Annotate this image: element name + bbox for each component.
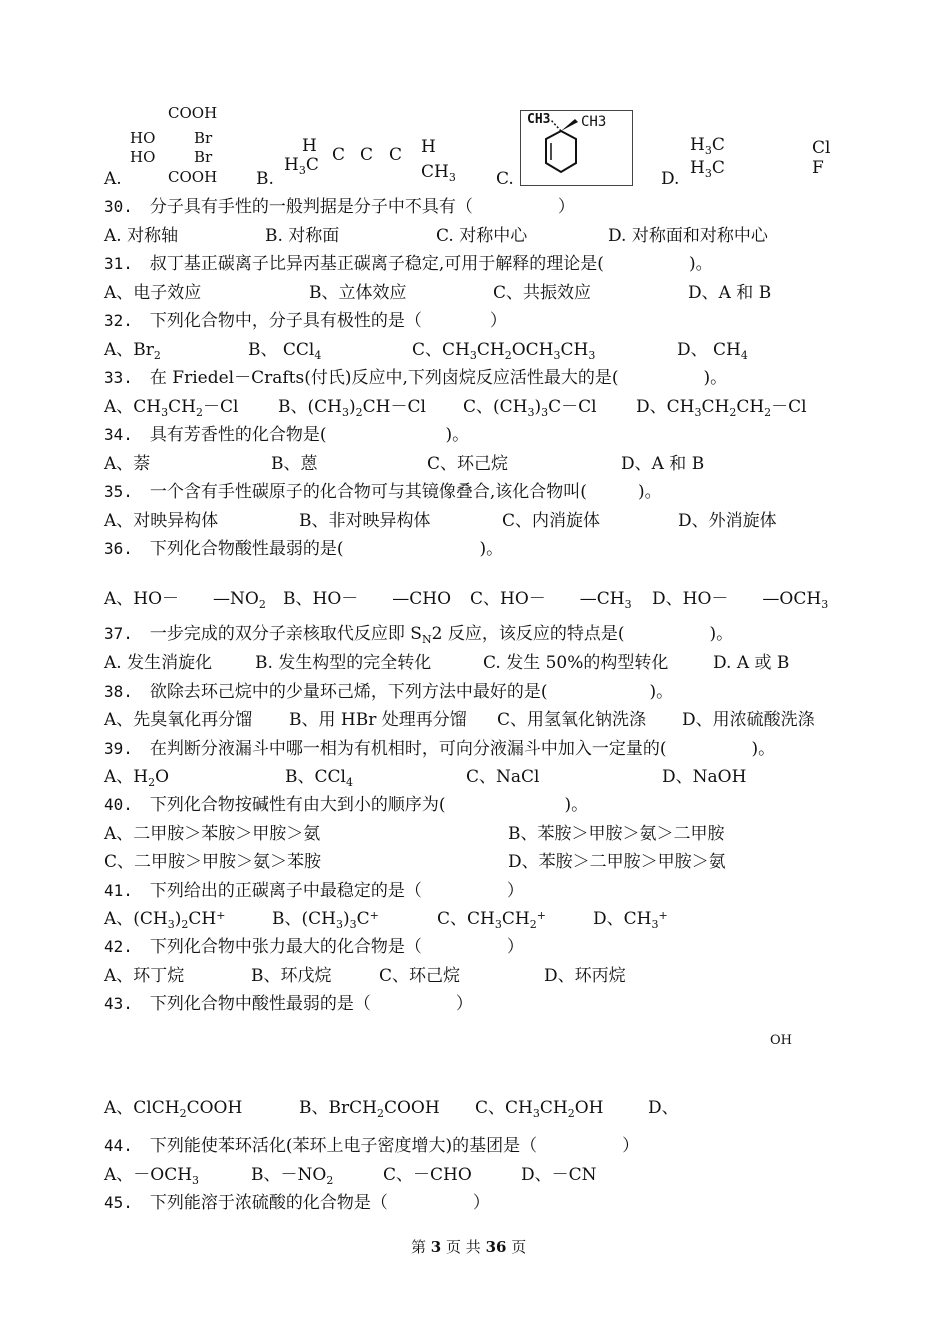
option-43b: B、BrCH$_2$COOH	[299, 1098, 440, 1120]
option-38c: C、用氢氧化钠洗涤	[497, 710, 647, 730]
struct-b-h3c: $H_3C$	[284, 155, 319, 177]
option-44d: D、－CN	[521, 1165, 597, 1185]
struct-a-l1: HO	[130, 129, 156, 147]
option-43c: C、$CH_3CH_2OH$	[475, 1098, 604, 1120]
option-40c: C、二甲胺＞甲胺＞氨＞苯胺	[104, 852, 322, 872]
page-footer: 第 3 页 共 36 页	[411, 1238, 527, 1256]
option-42b: B、环戊烷	[251, 966, 332, 986]
struct-b-c2: C	[360, 145, 374, 165]
question-44: 44. 下列能使苯环活化(苯环上电子密度增大)的基团是（ ）	[104, 1136, 640, 1156]
option-30c: C. 对称中心	[436, 226, 528, 246]
oh-label: OH	[770, 1033, 792, 1048]
option-44a: A、$-OCH_3$	[104, 1165, 200, 1187]
option-35b: B、非对映异构体	[299, 511, 431, 531]
question-43: 43. 下列化合物中酸性最弱的是（ ）	[104, 994, 473, 1014]
struct-a-r1: Br	[194, 129, 213, 147]
option-44b: B、$-NO_2$	[251, 1165, 334, 1187]
struct-c-sub-right: CH3	[581, 114, 607, 130]
option-32b: B、 CCl$_4$	[248, 340, 322, 362]
option-34d: D、A 和 B	[621, 454, 705, 474]
option-39b: B、CCl$_4$	[285, 767, 353, 789]
option-31c: C、共振效应	[493, 283, 592, 303]
struct-a-r2: Br	[194, 148, 213, 166]
option-29c-label: C.	[496, 169, 514, 189]
question-35: 35. 一个含有手性碳原子的化合物可与其镜像叠合,该化合物叫( )。	[104, 482, 662, 502]
option-39a: A、$H_2O$	[104, 767, 170, 789]
question-37: 37. 一步完成的双分子亲核取代反应即 $S_N2$ 反应，该反应的特点是( )。	[104, 624, 734, 646]
option-40b: B、苯胺＞甲胺＞氨＞二甲胺	[508, 824, 725, 844]
option-34b: B、蒽	[271, 454, 318, 474]
struct-c-sub-left: CH3	[527, 112, 551, 127]
option-38a: A、先臭氧化再分馏	[104, 710, 253, 730]
option-33c: C、$(CH_3)_3C-Cl$	[463, 397, 597, 419]
option-40d: D、苯胺＞二甲胺＞甲胺＞氨	[508, 852, 726, 872]
question-39: 39. 在判断分液漏斗中哪一相为有机相时，可向分液漏斗中加入一定量的( )。	[104, 739, 776, 759]
option-35a: A、对映异构体	[104, 511, 219, 531]
option-31b: B、立体效应	[309, 283, 407, 303]
question-31: 31. 叔丁基正碳离子比异丙基正碳离子稳定,可用于解释的理论是( )。	[104, 254, 713, 274]
option-41b: B、$(CH_3)_3C^+$	[272, 909, 379, 931]
question-34: 34. 具有芳香性的化合物是( )。	[104, 425, 470, 445]
option-37b: B. 发生构型的完全转化	[255, 653, 432, 673]
struct-b-ch3: $CH_3$	[421, 162, 456, 184]
option-33b: B、$(CH_3)_2CH-Cl$	[278, 397, 426, 419]
option-36b: B、HO－ —CHO	[283, 589, 452, 609]
struct-b-c1: C	[332, 145, 346, 165]
option-37c: C. 发生 50%的构型转化	[483, 653, 669, 673]
question-36: 36. 下列化合物酸性最弱的是( )。	[104, 539, 504, 559]
option-42a: A、环丁烷	[104, 966, 185, 986]
option-36d: D、$HO- —OCH_3$	[652, 589, 829, 611]
option-37a: A. 发生消旋化	[104, 653, 213, 673]
struct-d-x1: Cl	[812, 138, 831, 158]
option-38b: B、用 HBr 处理再分馏	[289, 710, 467, 730]
option-44c: C、－CHO	[383, 1165, 472, 1185]
option-35c: C、内消旋体	[502, 511, 601, 531]
cyclohexene-structure	[520, 110, 633, 186]
option-36c: C、$HO- —CH_3$	[470, 589, 632, 611]
option-36a: A、$HO- —NO_2$	[104, 589, 266, 611]
option-41a: A、$(CH_3)_2CH^+$	[104, 909, 226, 931]
question-33: 33. 在 Friedel－Crafts(付氏)反应中,下列卤烷反应活性最大的是( )。	[104, 368, 728, 388]
option-31a: A、电子效应	[104, 283, 202, 303]
option-39d: D、NaOH	[662, 767, 747, 787]
option-33d: D、$CH_3CH_2CH_2-Cl$	[636, 397, 807, 419]
option-42c: C、环己烷	[379, 966, 461, 986]
struct-b-h2: H	[421, 137, 436, 157]
question-32: 32. 下列化合物中，分子具有极性的是（ ）	[104, 311, 507, 331]
option-29b-label: B.	[256, 169, 274, 189]
option-39c: C、NaCl	[466, 767, 540, 787]
option-38d: D、用浓硫酸洗涤	[682, 710, 815, 730]
option-33a: A、$CH_3CH_2-Cl$	[104, 397, 239, 419]
option-34a: A、萘	[104, 454, 151, 474]
option-30a: A. 对称轴	[104, 226, 179, 246]
option-29a-label: A.	[104, 169, 122, 189]
option-32a: A、$Br_2$	[104, 340, 161, 362]
question-42: 42. 下列化合物中张力最大的化合物是（ ）	[104, 937, 524, 957]
struct-d-g2: $H_3C$	[690, 158, 725, 180]
question-45: 45. 下列能溶于浓硫酸的化合物是（ ）	[104, 1193, 490, 1213]
option-30b: B. 对称面	[265, 226, 340, 246]
option-40a: A、二甲胺＞苯胺＞甲胺＞氨	[104, 824, 321, 844]
option-43d: D、	[648, 1098, 679, 1118]
question-40: 40. 下列化合物按碱性有由大到小的顺序为( )。	[104, 795, 589, 815]
option-41d: D、$CH_3^+$	[593, 909, 668, 931]
option-34c: C、环己烷	[427, 454, 509, 474]
option-30d: D. 对称面和对称中心	[608, 226, 768, 246]
option-29d-label: D.	[661, 169, 680, 189]
struct-b-c3: C	[389, 145, 403, 165]
struct-d-x2: F	[812, 158, 824, 178]
struct-d-g1: $H_3C$	[690, 135, 725, 157]
option-37d: D. A 或 B	[713, 653, 790, 673]
struct-a-l2: HO	[130, 148, 156, 166]
option-41c: C、$CH_3CH_2^+$	[437, 909, 546, 931]
question-38: 38. 欲除去环己烷中的少量环己烯，下列方法中最好的是( )。	[104, 682, 674, 702]
question-41: 41. 下列给出的正碳离子中最稳定的是（ ）	[104, 881, 524, 901]
struct-b-h1: H	[302, 136, 317, 156]
question-30: 30. 分子具有手性的一般判据是分子中不具有（ ）	[104, 197, 575, 217]
option-43a: A、ClCH$_2$COOH	[104, 1098, 243, 1120]
struct-a-bottom: COOH	[168, 168, 218, 186]
struct-a-top: COOH	[168, 104, 218, 122]
option-32d: D、 $CH_4$	[677, 340, 748, 362]
option-35d: D、外消旋体	[678, 511, 777, 531]
option-31d: D、A 和 B	[688, 283, 772, 303]
option-42d: D、环丙烷	[544, 966, 626, 986]
option-32c: C、$CH_3CH_2OCH_3CH_3$	[412, 340, 596, 362]
